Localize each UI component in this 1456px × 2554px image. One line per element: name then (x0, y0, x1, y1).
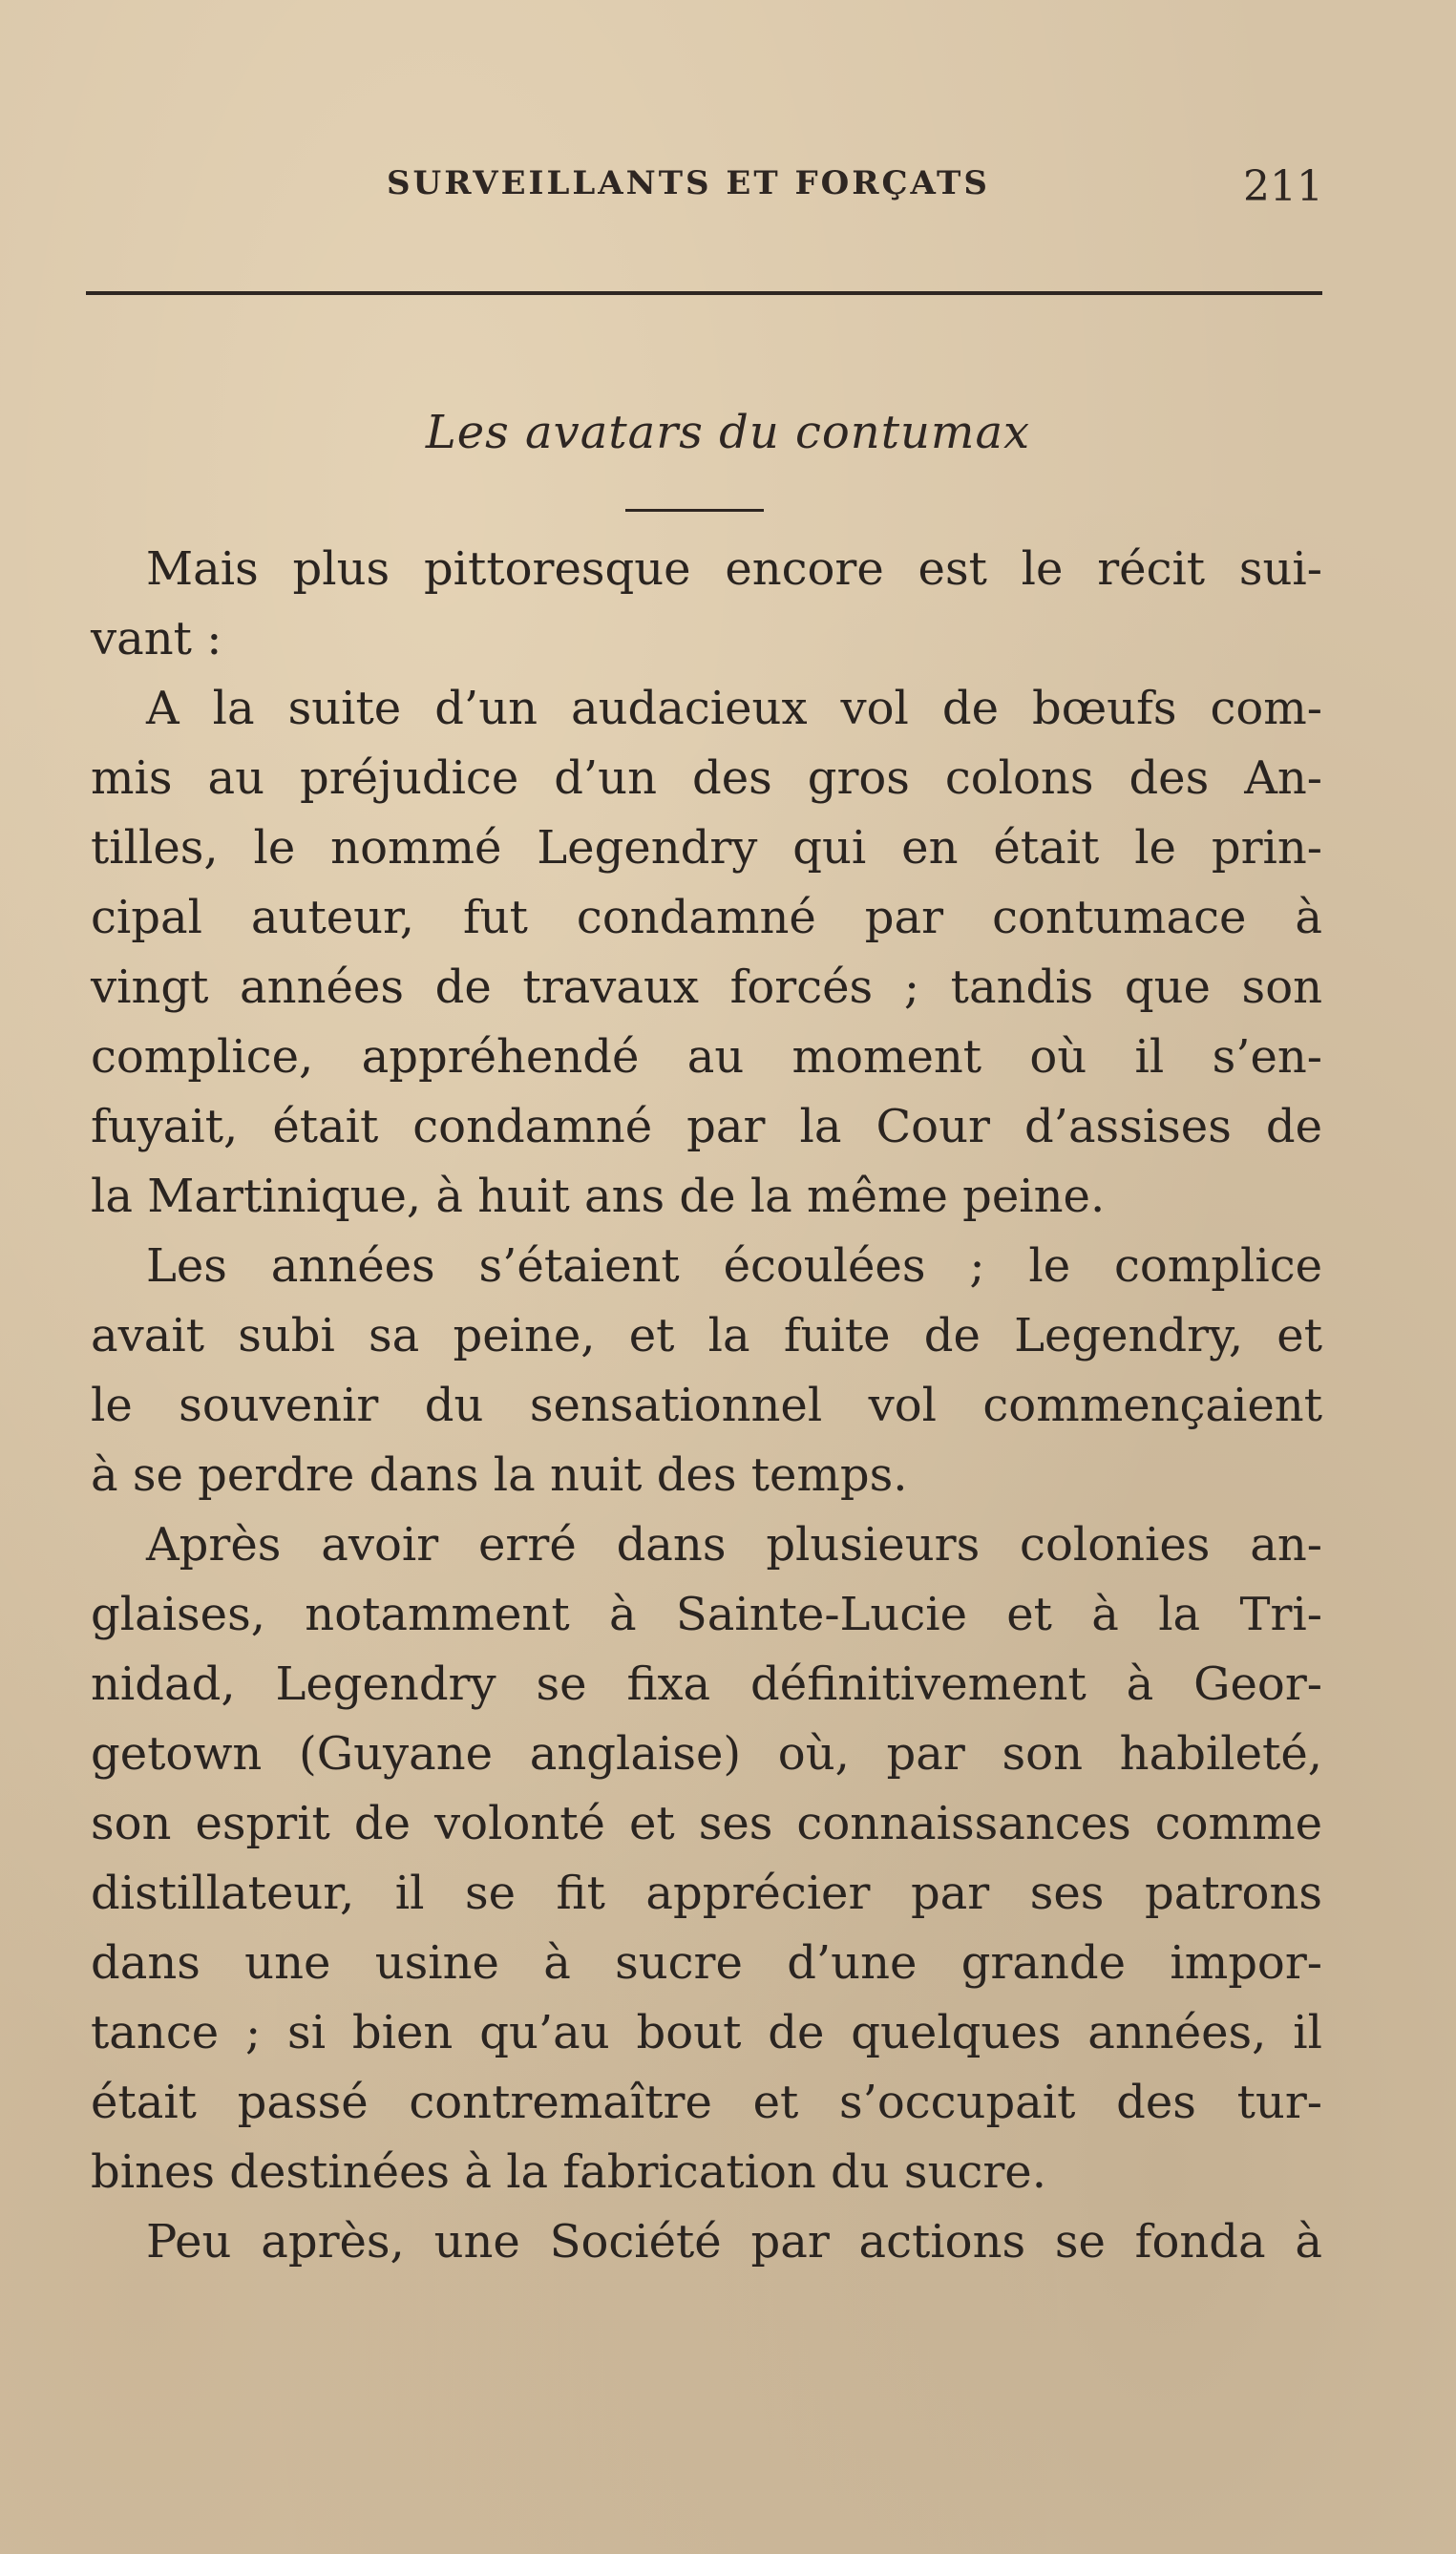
text-line: dans une usine à sucre d’une grande impor- (91, 1936, 1322, 1990)
text-line: la Martinique, à huit ans de la même peine. (91, 1170, 1106, 1223)
text-line: vant : (91, 612, 222, 665)
text-line: fuyait, était condamné par la Cour d’assises de (91, 1100, 1322, 1153)
text-line: Après avoir erré dans plusieurs colonies an- (146, 1518, 1322, 1572)
running-header-title: SURVEILLANTS ET FORÇATS (387, 164, 990, 202)
text-line: Mais plus pittoresque encore est le récit sui- (146, 542, 1322, 596)
text-line: le souvenir du sensationnel vol commençaient (91, 1379, 1322, 1432)
text-line: complice, appréhendé au moment où il s’en- (91, 1030, 1322, 1084)
text-line: Les années s’étaient écoulées ; le complice (146, 1239, 1322, 1293)
text-line: à se perdre dans la nuit des temps. (91, 1448, 908, 1502)
text-line: A la suite d’un audacieux vol de bœufs com- (146, 682, 1322, 735)
text-line: vingt années de travaux forcés ; tandis que son (91, 960, 1322, 1014)
section-title: Les avatars du contumax (425, 406, 1031, 459)
text-line: tance ; si bien qu’au bout de quelques années, il (91, 2006, 1322, 2059)
text-line: nidad, Legendry se fixa définitivement à Geor- (91, 1657, 1322, 1711)
text-line: cipal auteur, fut condamné par contumace à (91, 891, 1322, 944)
text-line: getown (Guyane anglaise) où, par son habileté, (91, 1727, 1322, 1781)
text-line: distillateur, il se fit apprécier par ses patrons (91, 1867, 1322, 1920)
text-line: tilles, le nommé Legendry qui en était le prin- (91, 821, 1322, 875)
text-line: son esprit de volonté et ses connaissances comme (91, 1797, 1322, 1850)
text-line: était passé contremaître et s’occupait des tur- (91, 2076, 1322, 2129)
header-rule (86, 291, 1322, 295)
body-text (91, 535, 1322, 2277)
text-line: glaises, notamment à Sainte-Lucie et à la Tri- (91, 1588, 1322, 1641)
text-line: bines destinées à la fabrication du sucre. (91, 2145, 1046, 2199)
page-number: 211 (1243, 162, 1323, 211)
text-line: Peu après, une Société par actions se fonda à (146, 2215, 1322, 2269)
title-rule (625, 509, 764, 512)
text-line: avait subi sa peine, et la fuite de Legendry, et (91, 1309, 1322, 1362)
text-line: mis au préjudice d’un des gros colons des An- (91, 751, 1322, 805)
